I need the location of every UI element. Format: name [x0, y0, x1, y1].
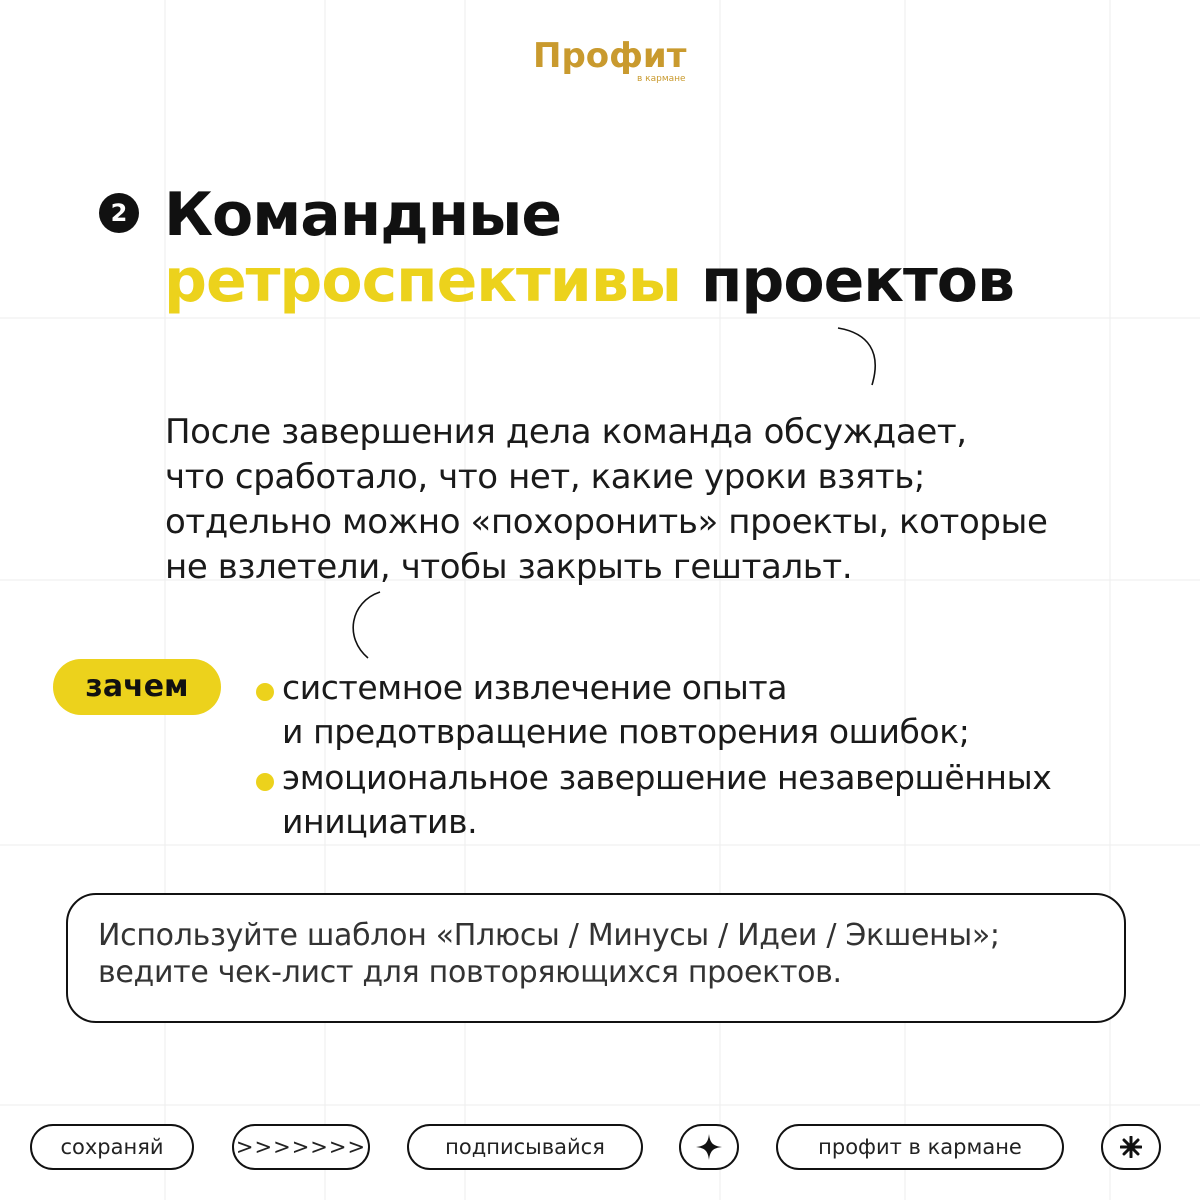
title-line-1: Командные — [164, 180, 562, 250]
list-item — [255, 756, 1051, 844]
subscribe-chip[interactable]: подписывайся — [407, 1124, 643, 1170]
description-line: отдельно можно «похоронить» проекты, которые — [165, 502, 1048, 542]
list-item-line: системное извлечение опыта — [282, 668, 788, 707]
star-chip[interactable] — [679, 1124, 739, 1170]
tip-line: Используйте шаблон «Плюсы / Минусы / Идеи / Экшены»; — [98, 918, 1000, 953]
tip-text — [98, 917, 1000, 991]
list-item-line: инициатив. — [282, 802, 478, 841]
eight-point-star-icon — [1120, 1136, 1142, 1158]
title-line-2 — [164, 248, 1014, 314]
why-list — [255, 666, 1051, 846]
bullet-dot-icon — [256, 773, 274, 791]
list-item — [255, 666, 1051, 754]
deco-bracket-left — [353, 592, 380, 658]
four-point-star-icon — [696, 1134, 722, 1160]
why-label-pill: зачем — [53, 659, 221, 715]
brand-logo — [533, 36, 703, 86]
description-line: что сработало, что нет, какие уроки взять; — [165, 457, 925, 497]
list-item-line: и предотвращение повторения ошибок; — [282, 712, 970, 751]
tip-line: ведите чек-лист для повторяющихся проектов. — [98, 955, 842, 990]
title-rest: проектов — [700, 246, 1014, 316]
arrows-chip[interactable]: >>>>>>> — [232, 1124, 370, 1170]
tip-card — [66, 893, 1126, 1023]
burst-chip[interactable] — [1101, 1124, 1161, 1170]
bullet-dot-icon — [256, 683, 274, 701]
description — [165, 410, 1048, 590]
title-highlight: ретроспективы — [164, 246, 682, 316]
description-line: После завершения дела команда обсуждает, — [165, 412, 967, 452]
brand-chip[interactable]: профит в кармане — [776, 1124, 1064, 1170]
deco-bracket-right — [838, 328, 875, 385]
save-chip[interactable]: сохраняй — [30, 1124, 194, 1170]
brand-tagline: в кармане — [637, 74, 686, 84]
section-number-badge: 2 — [99, 193, 139, 233]
description-line: не взлетели, чтобы закрыть гештальт. — [165, 547, 853, 587]
brand-name: Профит — [533, 36, 687, 76]
page-title — [164, 182, 1014, 314]
list-item-line: эмоциональное завершение незавершённых — [282, 758, 1052, 797]
